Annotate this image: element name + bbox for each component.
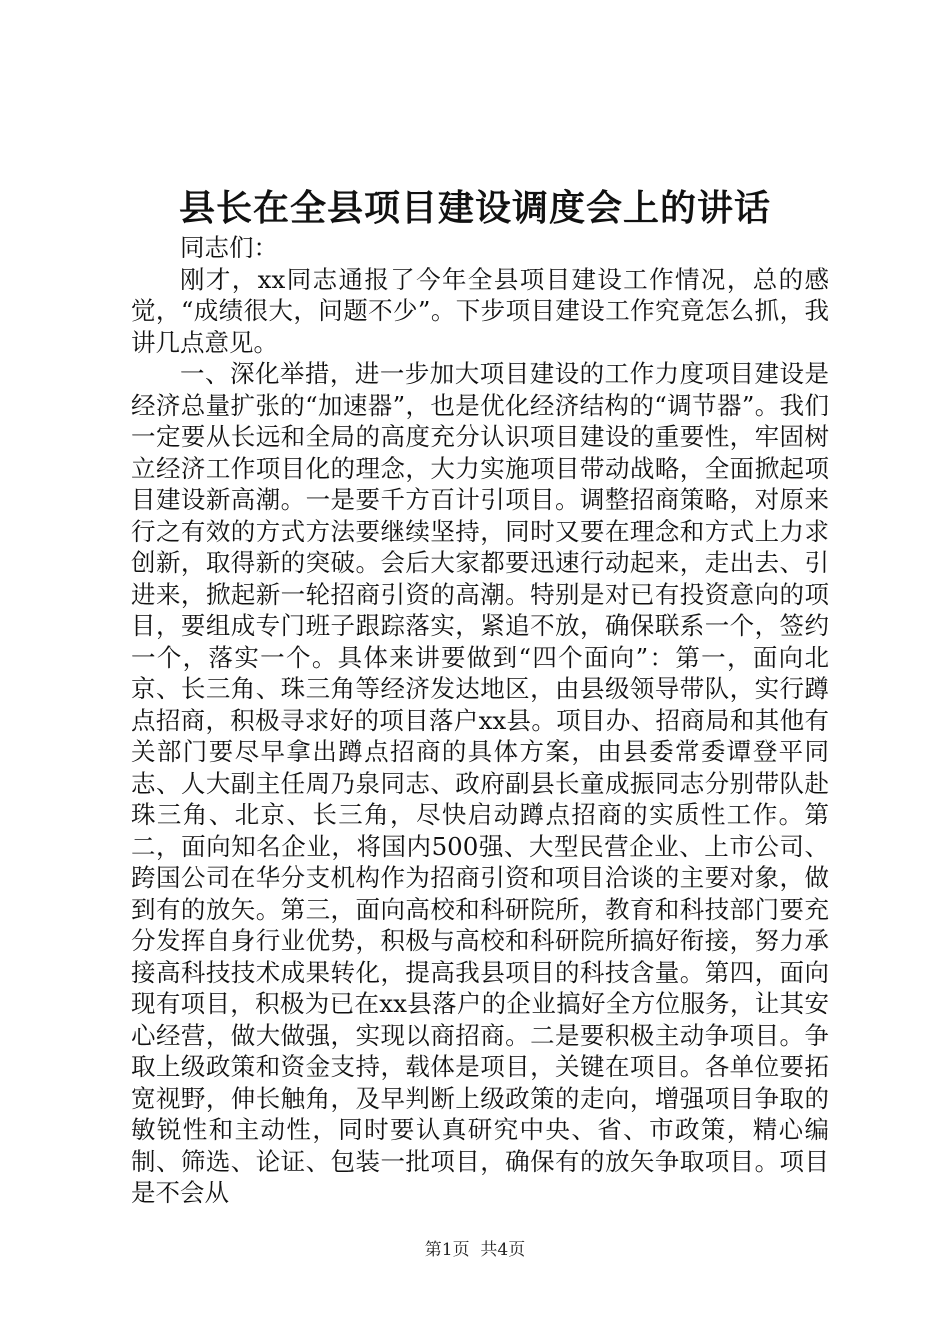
document-title: 县长在全县项目建设调度会上的讲话 bbox=[178, 187, 771, 229]
document-body bbox=[131, 232, 829, 1209]
salutation-paragraph: 同志们： bbox=[180, 233, 278, 262]
page-footer bbox=[0, 1239, 950, 1261]
section-one-paragraph: 一、深化举措，进一步加大项目建设的工作力度项目建设是经济总量扩张的“加速器”，也是优化经济结构的“调节器”。我们一定要从长远和全局的高度充分认识项目建设的重要性，牢固树立经济工作项目化的理念，大力实施项目带动战略，全面掀起项目建设新高潮。一是要千方百计引项目。调整招商策略，对原来行之有效的方式方法要继续坚持，同时又要在理念和方式上力求创新，取得新的突破。会后大家都要迅速行动起来，走出去、引进来，掀起新一轮招商引资的高潮。特别是对已有投资意向的项目，要组成专门班子跟踪落实，紧追不放，确保联系一个，签约一个，落实一个。具体来讲要做到“四个面向”：第一，面向北京、长三角、珠三角等经济发达地区，由县级领导带队，实行蹲点招商，积极寻求好的项目落户xx县。项目办、招商局和其他有关部门要尽早拿出蹲点招商的具体方案，由县委常委谭登平同志、人大副主任周乃泉同志、政府副县长童成振同志分别带队赴珠三角、北京、长三角，尽快启动蹲点招商的实质性工作。第二，面向知名企业，将国内500强、大型民营企业、上市公司、跨国公司在华分支机构作为招商引资和项目洽谈的主要对象，做到有的放矢。第三，面向高校和科研院所，教育和科技部门要充分发挥自身行业优势，积极与高校和科研院所搞好衔接，努力承接高科技技术成果转化，提高我县项目的科技含量。第四，面向现有项目，积极为已在xx县落户的企业搞好全方位服务，让其安心经营，做大做强，实现以商招商。二是要积极主动争项目。争取上级政策和资金支持，载体是项目，关键在项目。各单位要拓宽视野，伸长触角，及早判断上级政策的走向，增强项目争取的敏锐性和主动性，同时要认真研究中央、省、市政策，精心编制、筛选、论证、包装一批项目，确保有的放矢争取项目。项目是不会从 bbox=[131, 359, 829, 1207]
intro-paragraph: 刚才，xx同志通报了今年全县项目建设工作情况，总的感觉，“成绩很大，问题不少”。下步项目建设工作究竟怎么抓，我讲几点意见。 bbox=[131, 264, 829, 357]
page-number-label: 第1页 共4页 bbox=[424, 1240, 526, 1260]
